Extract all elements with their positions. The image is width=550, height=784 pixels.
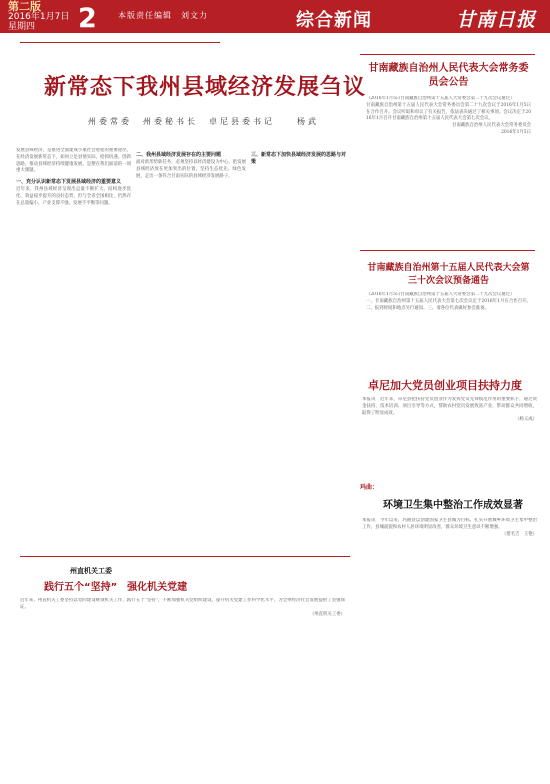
maqu-article-text: 本报讯 今年以来，玛曲县以创建国家卫生县城为目标，扎实开展城乡环境卫生集中整治工作，县城面貌和农村人居环境明显改善，群众环境卫生意识不断增强。 [362, 518, 537, 530]
maqu-article-source: （措毛吉 王艳） [501, 531, 537, 537]
notice-2-text: 一、甘南藏族自治州第十五届人民代表大会第七次会议定于2016年1月在合作召开。二、报到时间和地点另行通知。三、请各位代表做好参会准备。 [366, 298, 531, 311]
bottom-rule [20, 556, 350, 557]
maqu-column-label: 玛曲： [360, 484, 379, 491]
bottom-column-label: 州直机关工委 [70, 567, 112, 575]
main-subhead: 一、充分认识新常态下发展县域经济的重要意义 [16, 179, 122, 186]
main-article-byline: 州委常委 州委秘书长 卓尼县委书记 杨武 [88, 117, 319, 126]
page-number: 2 [78, 3, 97, 34]
issue-date: 2016年1月7日 [8, 12, 70, 22]
bottom-article-title: 践行五个“坚持” 强化机关党建 [44, 582, 188, 593]
notice-1-date: 2016年1月5日 [501, 129, 531, 135]
bottom-article-text: 近年来，州直机关工委坚持以党的建设统领机关工作，践行五个“坚持”，不断加强机关党组织建设，提升机关党建工作科学化水平，为全州经济社会发展提供了坚强保证。 [20, 598, 345, 610]
notice-1-title: 甘南藏族自治州人民代表大会常务委员会公告 [368, 63, 529, 88]
title-rule [20, 42, 220, 43]
main-column-1 [16, 148, 131, 543]
maqu-article-body [362, 518, 537, 768]
notice-1-footer: 甘南藏族自治州人民代表大会常务委员会 [451, 123, 531, 129]
main-paragraph: 发展县域经济，是推进全面建成小康社会进程的重要途径。在经济发展新常态下，如何立足县情实际，抢抓机遇，创新思路，推动县域经济持续健康发展，是摆在我们面前的一项重大课题。 [16, 148, 131, 174]
notice-rule [360, 54, 535, 55]
newspaper-logo: 甘南日报 [456, 9, 537, 31]
main-subhead: 二、我州县域经济发展存在的主要问题 [136, 152, 222, 158]
side-article-source: （杨义成） [515, 417, 537, 423]
main-column-2 [136, 148, 246, 543]
issue-block [8, 2, 69, 32]
notice-1-text: 甘南藏族自治州第十五届人民代表大会常务委员会第二十九次会议于2016年1月5日在合作召开。会议听取和审议了有关报告，依法表决通过了相关事项。会议决定于2016年1月召开甘南藏族自治州第十五届人民代表大会第七次会议。 [366, 102, 531, 122]
notice-1-intro: （2016年1月5日甘南藏族自治州第十五届人大常委会第二十九次会议通过） [366, 96, 515, 101]
issue-label: 第二版 [8, 0, 41, 13]
notice-2-title: 甘南藏族自治州第十五届人民代表大会第三十次会议预备通告 [367, 263, 530, 286]
notice-2-body [366, 292, 531, 362]
main-subhead: 三、新常态下加快县域经济发展的思路与对策 [251, 152, 347, 165]
side-article-title: 卓尼加大党员创业项目扶持力度 [368, 379, 522, 392]
side-article-text: 本报讯 近年来，卓尼县把扶持党员创业作为发挥党员先锋模范作用的重要抓手，通过资金扶持、技术培训、项目引导等方式，帮助农村党员发展致富产业，带动群众共同增收，取得了明显成效。 [362, 397, 537, 416]
side-article-body [362, 397, 537, 467]
main-article-title: 新常态下我州县域经济发展刍议 [44, 75, 367, 100]
bottom-article-body [20, 598, 345, 773]
notice-1-body [366, 96, 531, 236]
main-paragraph: 近年来，我州县域经济呈现出总量不断扩大、结构逐步优化、效益稳步提升的良好态势，但与全省全国相比，仍然存在总量偏小、产业支撑不强、发展不平衡等问题。 [16, 187, 131, 206]
issue-weekday: 星期四 [8, 22, 36, 32]
bottom-article-author: （州直机关工委） [309, 611, 345, 617]
editors-line: 本版责任编辑 刘文力 [118, 11, 208, 20]
maqu-article-title: 环境卫生集中整治工作成效显著 [383, 500, 523, 511]
notice-2-intro: （2016年1月5日甘南藏族自治州第十五届人大常委会第二十九次会议通过） [366, 292, 515, 297]
notice-rule [360, 250, 535, 251]
section-title: 综合新闻 [296, 10, 372, 31]
main-column-3 [251, 148, 349, 543]
main-paragraph: 面对新形势新任务，必须坚持以经济建设为中心，把发展县域经济放在更加突出的位置，坚持生态优先、绿色发展，走出一条符合甘南实际的县域经济发展路子。 [136, 160, 246, 179]
